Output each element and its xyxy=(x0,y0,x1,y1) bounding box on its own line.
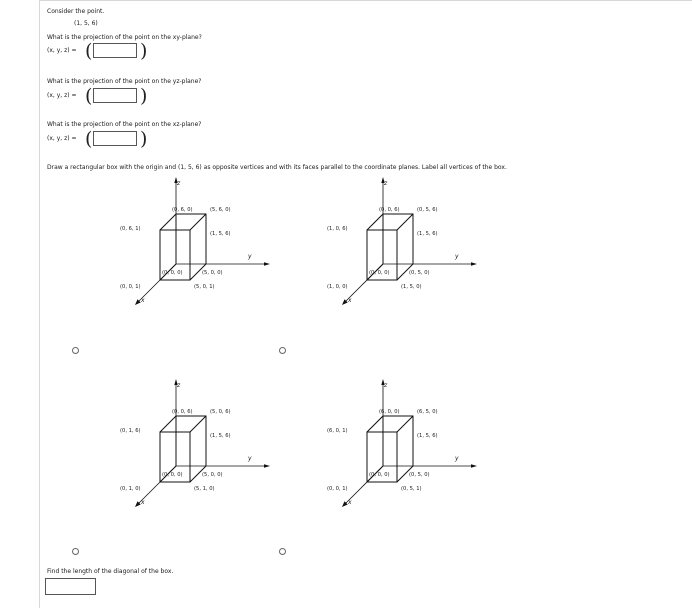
z-axis-label: z xyxy=(177,180,181,187)
diagonal-length-input[interactable] xyxy=(45,578,96,595)
vertex-top-back-right: (6, 5, 0) xyxy=(417,409,438,415)
xz-question: What is the projection of the point on the xz-plane? xyxy=(47,121,202,128)
xy-projection-input[interactable] xyxy=(93,43,137,58)
vertex-top-back-right: (5, 6, 0) xyxy=(210,207,231,213)
box-instruction: Draw a rectangular box with the origin and (1, 5, 6) as opposite vertices and with its faces parallel to the coordinate planes. Label all vertices of the box. xyxy=(47,164,507,171)
x-axis-label: x xyxy=(348,499,352,506)
vertex-origin: (0, 0, 0) xyxy=(162,472,183,478)
yz-question: What is the projection of the point on the yz-plane? xyxy=(47,78,202,85)
vertex-top-back-left: (0, 0, 6) xyxy=(379,207,400,213)
xz-answer-row xyxy=(47,130,247,150)
choice-b-diagram xyxy=(317,172,497,342)
intro-text: Consider the point. xyxy=(47,8,105,15)
choice-c-radio[interactable] xyxy=(72,548,79,555)
choice-a-diagram xyxy=(110,172,290,342)
y-axis-label: y xyxy=(455,455,459,462)
vertex-top-front-right: (1, 5, 6) xyxy=(210,433,231,439)
choice-b-radio[interactable] xyxy=(279,347,286,354)
diagonal-question: Find the length of the diagonal of the box. xyxy=(47,568,174,575)
vertex-top-front-right: (1, 5, 6) xyxy=(210,231,231,237)
vertex-origin: (0, 0, 0) xyxy=(162,270,183,276)
z-axis-label: z xyxy=(384,382,388,389)
vertex-origin: (0, 0, 0) xyxy=(369,472,390,478)
vertex-bottom-front-right: (1, 5, 0) xyxy=(401,284,422,290)
vertex-bottom-back-right: (0, 5, 0) xyxy=(409,270,430,276)
vertex-top-back-right: (5, 0, 6) xyxy=(210,409,231,415)
vertex-bottom-back-right: (5, 0, 0) xyxy=(202,270,223,276)
y-arrow xyxy=(264,464,270,467)
box-diagram-svg xyxy=(317,374,497,544)
close-paren: ) xyxy=(140,85,148,107)
y-axis-label: y xyxy=(248,253,252,260)
x-axis-label: x xyxy=(348,297,352,304)
vertex-bottom-front-left: (0, 1, 0) xyxy=(120,486,141,492)
open-paren: ( xyxy=(85,40,93,62)
vertex-bottom-front-left: (0, 0, 1) xyxy=(120,284,141,290)
close-paren: ) xyxy=(140,40,148,62)
box-diagram-svg xyxy=(110,172,290,342)
x-axis-label: x xyxy=(141,499,145,506)
xy-answer-row xyxy=(47,42,247,62)
xy-answer-label: (x, y, z) = xyxy=(47,47,77,54)
y-axis-label: y xyxy=(455,253,459,260)
vertex-bottom-back-right: (5, 0, 0) xyxy=(202,472,223,478)
point-text: (1, 5, 6) xyxy=(74,20,98,27)
choice-c-diagram xyxy=(110,374,290,544)
vertex-top-back-left: (0, 0, 6) xyxy=(172,409,193,415)
choice-d-radio[interactable] xyxy=(279,548,286,555)
box-diagram-svg xyxy=(317,172,497,342)
vertex-bottom-front-right: (5, 0, 1) xyxy=(194,284,215,290)
yz-answer-label: (x, y, z) = xyxy=(47,92,77,99)
vertex-top-back-right: (0, 5, 6) xyxy=(417,207,438,213)
vertex-top-back-left: (6, 0, 0) xyxy=(379,409,400,415)
vertex-top-front-left: (0, 1, 6) xyxy=(120,428,141,434)
z-axis-label: z xyxy=(177,382,181,389)
vertex-top-front-left: (1, 0, 6) xyxy=(327,226,348,232)
vertex-top-front-left: (6, 0, 1) xyxy=(327,428,348,434)
xz-answer-label: (x, y, z) = xyxy=(47,135,77,142)
yz-answer-row xyxy=(47,87,247,107)
open-paren: ( xyxy=(85,128,93,150)
choice-a-radio[interactable] xyxy=(72,347,79,354)
vertex-top-front-right: (1, 5, 6) xyxy=(417,231,438,237)
xz-projection-input[interactable] xyxy=(93,131,137,146)
xy-question: What is the projection of the point on the xy-plane? xyxy=(47,34,202,41)
x-axis-label: x xyxy=(141,297,145,304)
close-paren: ) xyxy=(140,128,148,150)
vertex-bottom-back-right: (0, 5, 0) xyxy=(409,472,430,478)
y-arrow xyxy=(471,262,477,265)
vertex-bottom-front-right: (5, 1, 0) xyxy=(194,486,215,492)
y-arrow xyxy=(264,262,270,265)
z-axis-label: z xyxy=(384,180,388,187)
open-paren: ( xyxy=(85,85,93,107)
choice-d-diagram xyxy=(317,374,497,544)
vertex-bottom-front-left: (0, 0, 1) xyxy=(327,486,348,492)
vertex-top-front-right: (1, 5, 6) xyxy=(417,433,438,439)
vertex-top-front-left: (0, 6, 1) xyxy=(120,226,141,232)
yz-projection-input[interactable] xyxy=(93,88,137,103)
vertex-origin: (0, 0, 0) xyxy=(369,270,390,276)
box-diagram-svg xyxy=(110,374,290,544)
vertex-bottom-front-left: (1, 0, 0) xyxy=(327,284,348,290)
vertex-top-back-left: (0, 6, 0) xyxy=(172,207,193,213)
vertex-bottom-front-right: (0, 5, 1) xyxy=(401,486,422,492)
y-arrow xyxy=(471,464,477,467)
y-axis-label: y xyxy=(248,455,252,462)
